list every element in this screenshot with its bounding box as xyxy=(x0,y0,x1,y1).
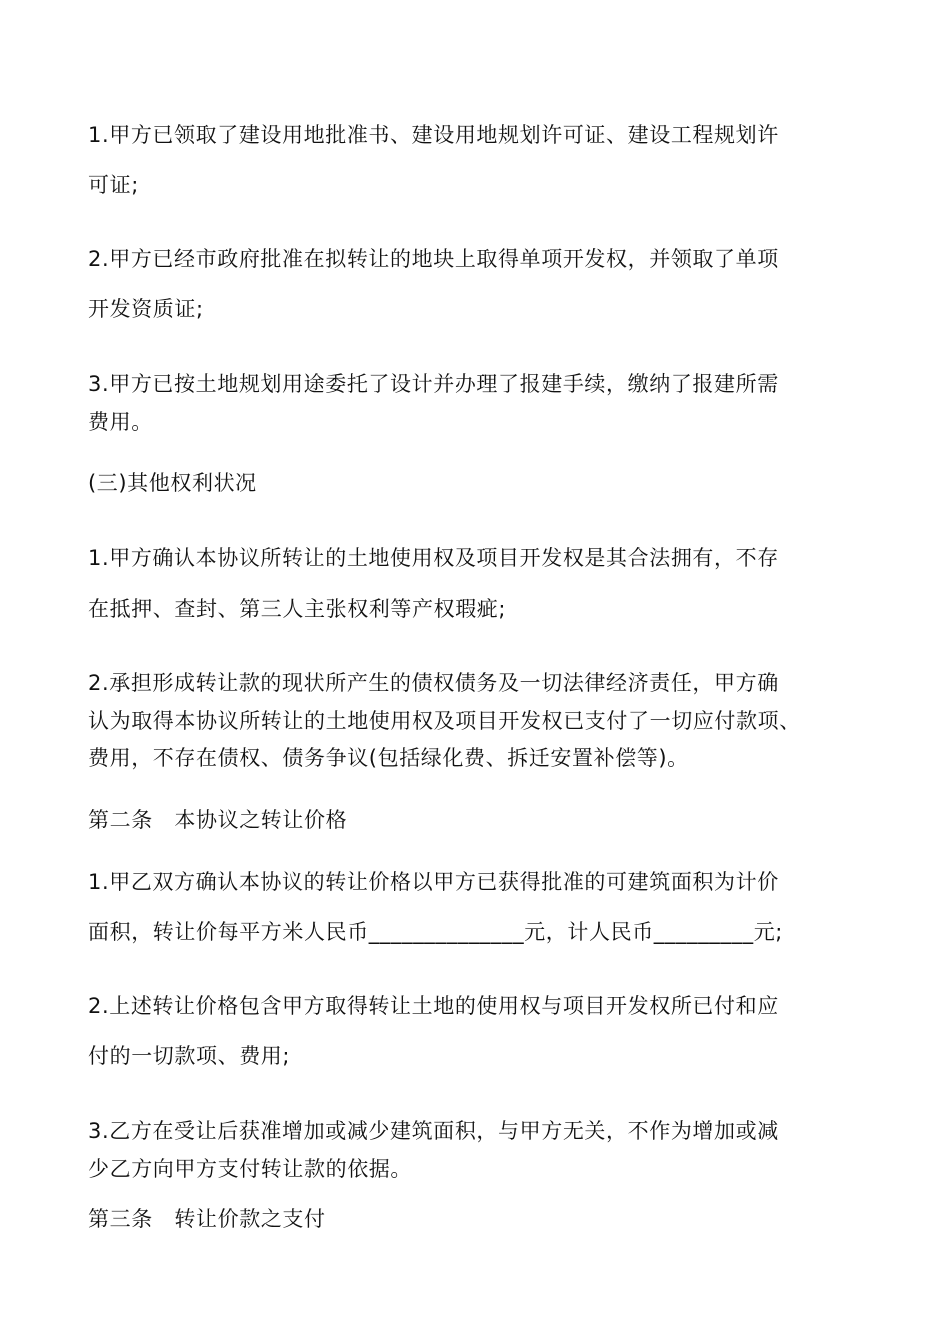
article-heading: 第二条 本协议之转让价格 xyxy=(88,808,348,832)
paragraph-line: 费用，不存在债权、债务争议(包括绿化费、拆迁安置补偿等)。 xyxy=(88,746,689,770)
paragraph-line: 在抵押、查封、第三人主张权利等产权瑕疵; xyxy=(88,597,507,621)
paragraph-line: 可证; xyxy=(88,173,139,197)
paragraph-line: 付的一切款项、费用; xyxy=(88,1044,291,1068)
paragraph-line: 2.承担形成转让款的现状所产生的债权债务及一切法律经济责任，甲方确 xyxy=(88,671,779,695)
paragraph-line: 费用。 xyxy=(88,410,153,434)
paragraph-line: 1.甲方确认本协议所转让的土地使用权及项目开发权是其合法拥有，不存 xyxy=(88,546,779,570)
paragraph-line: 1.甲方已领取了建设用地批准书、建设用地规划许可证、建设工程规划许 xyxy=(88,123,779,147)
paragraph-line: 1.甲乙双方确认本协议的转让价格以甲方已获得批准的可建筑面积为计价 xyxy=(88,870,779,894)
paragraph-line: 少乙方向甲方支付转让款的依据。 xyxy=(88,1157,412,1181)
paragraph-line: 2.甲方已经市政府批准在拟转让的地块上取得单项开发权，并领取了单项 xyxy=(88,247,779,271)
article-heading: 第三条 转让价款之支付 xyxy=(88,1207,326,1231)
paragraph-line: 开发资质证; xyxy=(88,297,204,321)
paragraph-line: 2.上述转让价格包含甲方取得转让土地的使用权与项目开发权所已付和应 xyxy=(88,994,779,1018)
paragraph-line: 认为取得本协议所转让的土地使用权及项目开发权已支付了一切应付款项、 xyxy=(88,709,801,733)
paragraph-line: 3.乙方在受让后获准增加或减少建筑面积，与甲方无关，不作为增加或减 xyxy=(88,1119,779,1143)
section-heading: (三)其他权利状况 xyxy=(88,471,257,495)
paragraph-line: 3.甲方已按土地规划用途委托了设计并办理了报建手续，缴纳了报建所需 xyxy=(88,372,779,396)
paragraph-line: 面积，转让价每平方米人民币______________元，计人民币_________元; xyxy=(88,920,783,944)
